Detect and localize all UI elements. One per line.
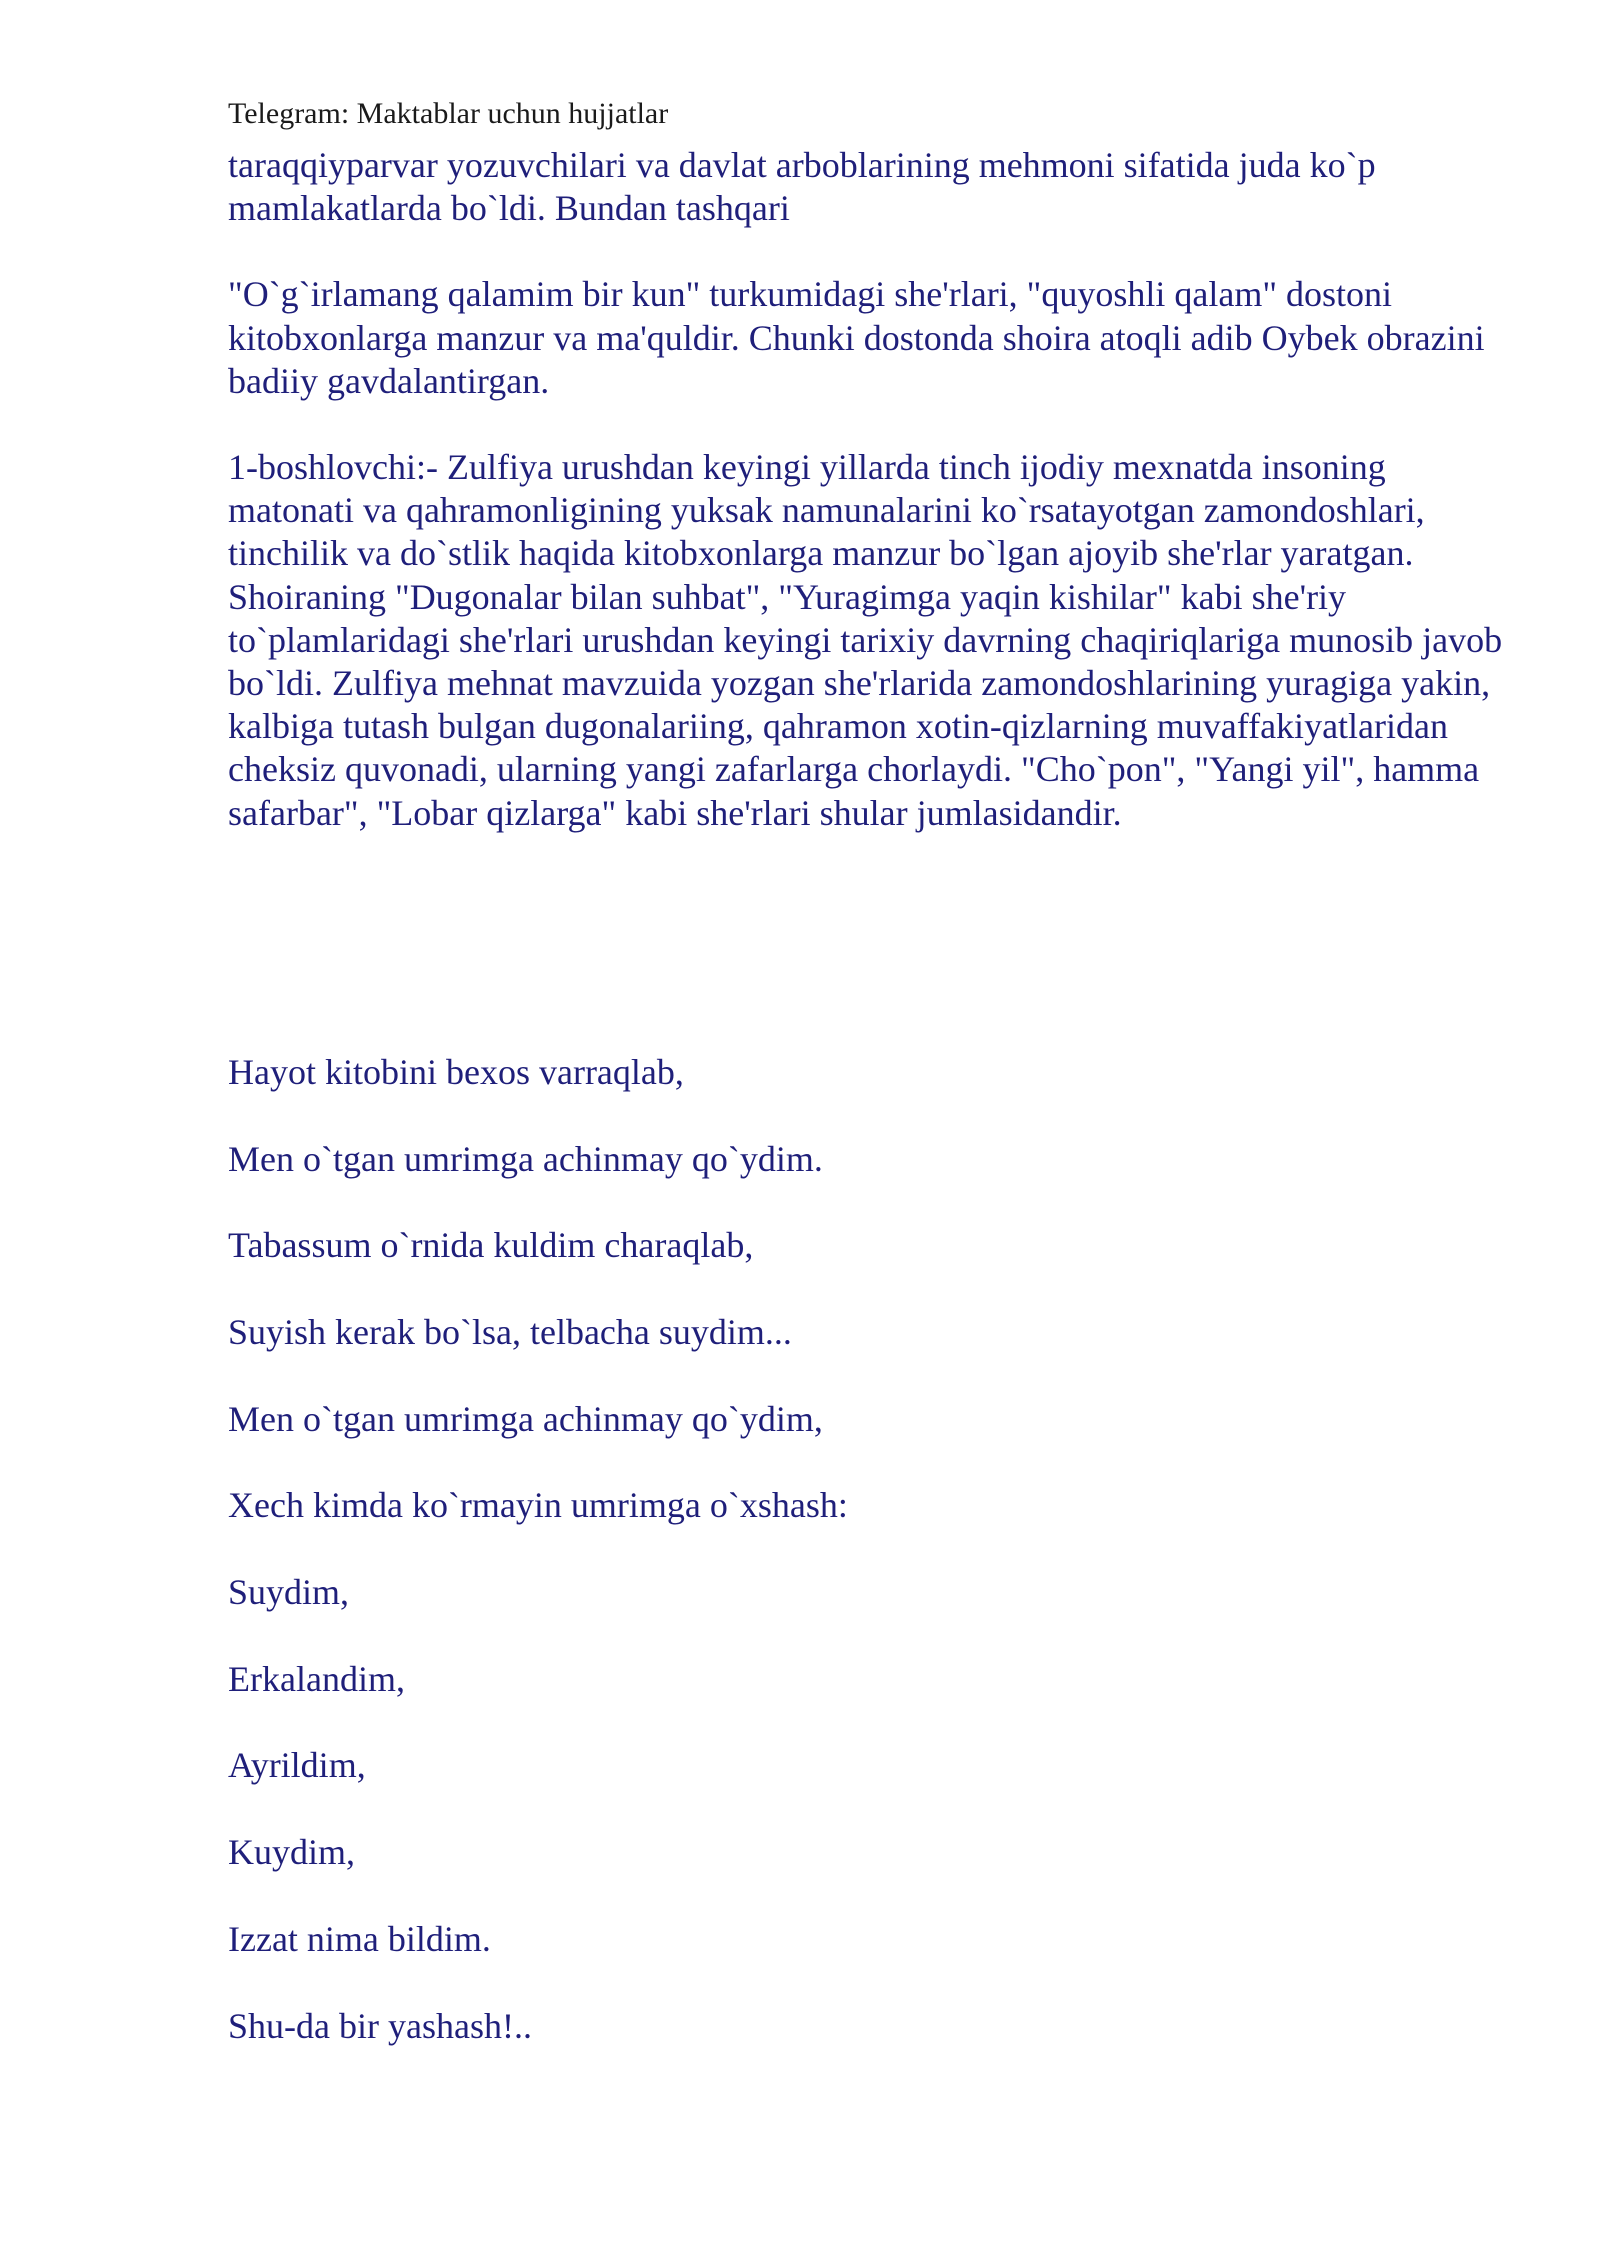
paragraph-1: taraqqiyparvar yozuvchilari va davlat arboblarining mehmoni sifatida juda ko`p mamlakatlarda bo`ldi. Bundan tashqari [228, 145, 1376, 229]
poem-line: Tabassum o`rnida kuldim charaqlab, [228, 1225, 754, 1266]
poem-line: Hayot kitobini bexos varraqlab, [228, 1051, 684, 1092]
document-page [228, 96, 1508, 2091]
poem-line: Suyish kerak bo`lsa, telbacha suydim... [228, 1311, 792, 1352]
poem-line: Suydim, [228, 1572, 350, 1613]
prose-section [228, 144, 1508, 835]
poem-section [228, 1051, 1508, 2048]
page-header: Telegram: Maktablar uchun hujjatlar [228, 97, 669, 130]
paragraph-3: 1-boshlovchi:- Zulfiya urushdan keyingi yillarda tinch ijodiy mexnatda insoning matonati va qahramonligining yuksak namunalarini ko`rsatayotgan zamondoshlari, tinchilik va do`stlik haqida kitobxonlarga manzur bo`lgan ajoyib she'rlar yaratgan. Shoiraning "Dugonalar bilan suhbat", "Yuragimga yaqin kishilar" kabi she'riy to`plamlaridagi she'rlari urushdan keyingi tarixiy davrning chaqiriqlariga munosib javob bo`ldi. Zulfiya mehnat mavzuida yozgan she'rlarida zamondoshlarining yuragiga yakin, kalbiga tutash bulgan dugonalariing, qahramon xotin-qizlarning muvaffakiyatlaridan cheksiz quvonadi, ularning yangi zafarlarga chorlaydi. "Cho`pon", "Yangi yil", hamma safarbar", "Lobar qizlarga" kabi she'rlari shular jumlasidandir. [228, 447, 1503, 833]
poem-line: Men o`tgan umrimga achinmay qo`ydim, [228, 1398, 823, 1439]
paragraph-2: "O`g`irlamang qalamim bir kun" turkumidagi she'rlari, "quyoshli qalam" dostoni kitobxonlarga manzur va ma'quldir. Chunki dostonda shoira atoqli adib Oybek obrazini badiiy gavdalantirgan. [228, 274, 1485, 401]
poem-line: Kuydim, [228, 1832, 356, 1873]
poem-line: Men o`tgan umrimga achinmay qo`ydim. [228, 1138, 823, 1179]
poem-line: Xech kimda ko`rmayin umrimga o`xshash: [228, 1485, 848, 1526]
poem-line: Shu-da bir yashash!.. [228, 2005, 532, 2046]
poem-line: Izzat nima bildim. [228, 1918, 491, 1959]
poem-line: Ayrildim, [228, 1745, 366, 1786]
poem-line: Erkalandim, [228, 1658, 405, 1699]
